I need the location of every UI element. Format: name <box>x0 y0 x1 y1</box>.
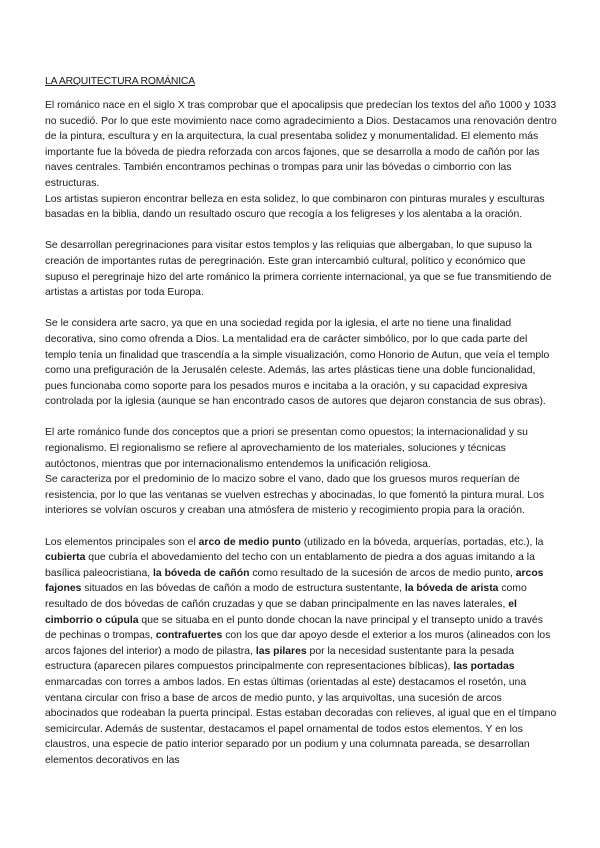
text-segment: (utilizado en la bóveda, arquerías, portadas, etc.), la <box>300 536 544 548</box>
document-title: LA ARQUITECTURA ROMÁNICA <box>45 76 195 87</box>
document-body <box>45 98 557 784</box>
text-segment: por la necesidad sustentante para la pesada estructura (aparecen pilares compuestos principalmente con representaciones bíblicas), <box>45 645 515 673</box>
text-segment: que cubría el abovedamiento del techo con un entablamento de piedra a dos aguas imitando a la basílica paleocristiana, <box>45 552 535 579</box>
bold-term: contrafuertes <box>155 630 223 642</box>
text-segment: Los elementos principales son el <box>45 536 199 548</box>
paragraph-elements <box>45 535 557 769</box>
bold-term: arco de medio punto <box>198 536 301 548</box>
paragraph-concepts: El arte románico funde dos conceptos que a priori se presentan como opuestos; la internacionalidad y su regionalismo. El regionalismo se refiere al aprovechamiento de los materiales, soluciones y técnicas autóctonos, mientras que por internacionalismo entendemos la unificación religiosa. <box>45 427 528 470</box>
paragraph-sacred-art: Se le considera arte sacro, ya que en una sociedad regida por la iglesia, el arte no tiene una finalidad decorativa, sino como ofrenda a Dios. La mentalidad era de carácter simbólico, por lo que cada parte del templo tenía un finalidad que trascendía a la simple visualización, como Honorio de Autun, que veía el templo como una prefiguración de la Jerusalén celeste. Además, las artes plásticas tiene una doble funcionalidad, pues funcionaba como soporte para los pesados muros e incitaba a la oración, y su capacidad expresiva controlada por la iglesia (aunque se han encontrado casos de autores que dejaron constancia de sus obras). <box>45 318 550 408</box>
text-segment: como resultado de la sucesión de arcos de medio punto, <box>249 567 516 579</box>
bold-term: el cimborrio o cúpula <box>45 599 517 626</box>
bold-term: arcos fajones <box>45 567 544 595</box>
bold-term: la bóveda de arista <box>404 583 499 595</box>
text-segment: con los que dar apoyo desde el exterior a los muros (alineados con los arcos fajones del interior) a modo de pilastra, <box>45 630 551 657</box>
text-segment: como resultado de dos bóvedas de cañón cruzadas y que se daban principalmente en las naves laterales, <box>45 583 527 610</box>
bold-term: la bóveda de cañón <box>153 567 250 579</box>
paragraph-pilgrimages: Se desarrollan peregrinaciones para visitar estos templos y las reliquias que albergaban, lo que supuso la creación de importantes rutas de peregrinación. Este gran intercambió cultural, político y económico que supuso el peregrinaje hizo del arte románico la primera corriente internacional, ya que se fue transmitiendo de artistas a artistas por toda Europa. <box>45 240 552 299</box>
bold-term: las portadas <box>453 661 515 673</box>
paragraph-characteristics: Se caracteriza por el predominio de lo macizo sobre el vano, dado que los gruesos muros requerían de resistencia, por lo que las ventanas se vuelven estrechas y abocinadas, lo que fomentó la pintura mural. Los interiores se volvían oscuros y creaban una atmósfera de misterio y recogimiento propia para la oración. <box>45 474 545 517</box>
paragraph-origins: El románico nace en el siglo X tras comprobar que el apocalipsis que predecían los textos del año 1000 y 1033 no sucedió. Por lo que este movimiento nace como agradecimiento a Dios. Destacamos una renovación dentro de la pintura, escultura y en la arquitectura, la cual presentaba solidez y monumentalidad. El elemento más importante fue la bóveda de piedra reforzada con arcos fajones, que se desarrolla a modo de cañón por las naves centrales. También encontramos pechinas o trompas para unir las bóvedas o cimborrio con las estructuras. <box>45 100 557 189</box>
paragraph-artists: Los artistas supieron encontrar belleza en esta solidez, lo que combinaron con pinturas murales y esculturas basadas en la biblia, dando un resultado oscuro que recogía a los feligreses y los alentaba a la oración. <box>45 193 545 221</box>
text-segment: enmarcadas con torres a ambos lados. En estas últimas (orientadas al este) destacamos el rosetón, una ventana circular con friso a base de arcos de medio punto, y las arquivoltas, una sucesión de arcos abocinados que rodeaban la puerta principal. Estas estaban decoradas con relieves, al igual que en el tímpano semicircular. Además de sustentar, destacamos el papel ornamental de todos estos elementos. Y en los claustros, una especie de patio interior separado por un podium y una columnata pareada, se desarrollan elementos decorativos en las <box>45 676 557 766</box>
text-segment: situados en las bóvedas de cañón a modo de estructura sustentante, <box>81 583 405 595</box>
bold-term: las pilares <box>255 645 307 657</box>
text-segment: que se situaba en el punto donde chocan la nave principal y el transepto unido a través de pechinas o trompas, <box>45 614 543 642</box>
bold-term: cubierta <box>45 552 86 564</box>
